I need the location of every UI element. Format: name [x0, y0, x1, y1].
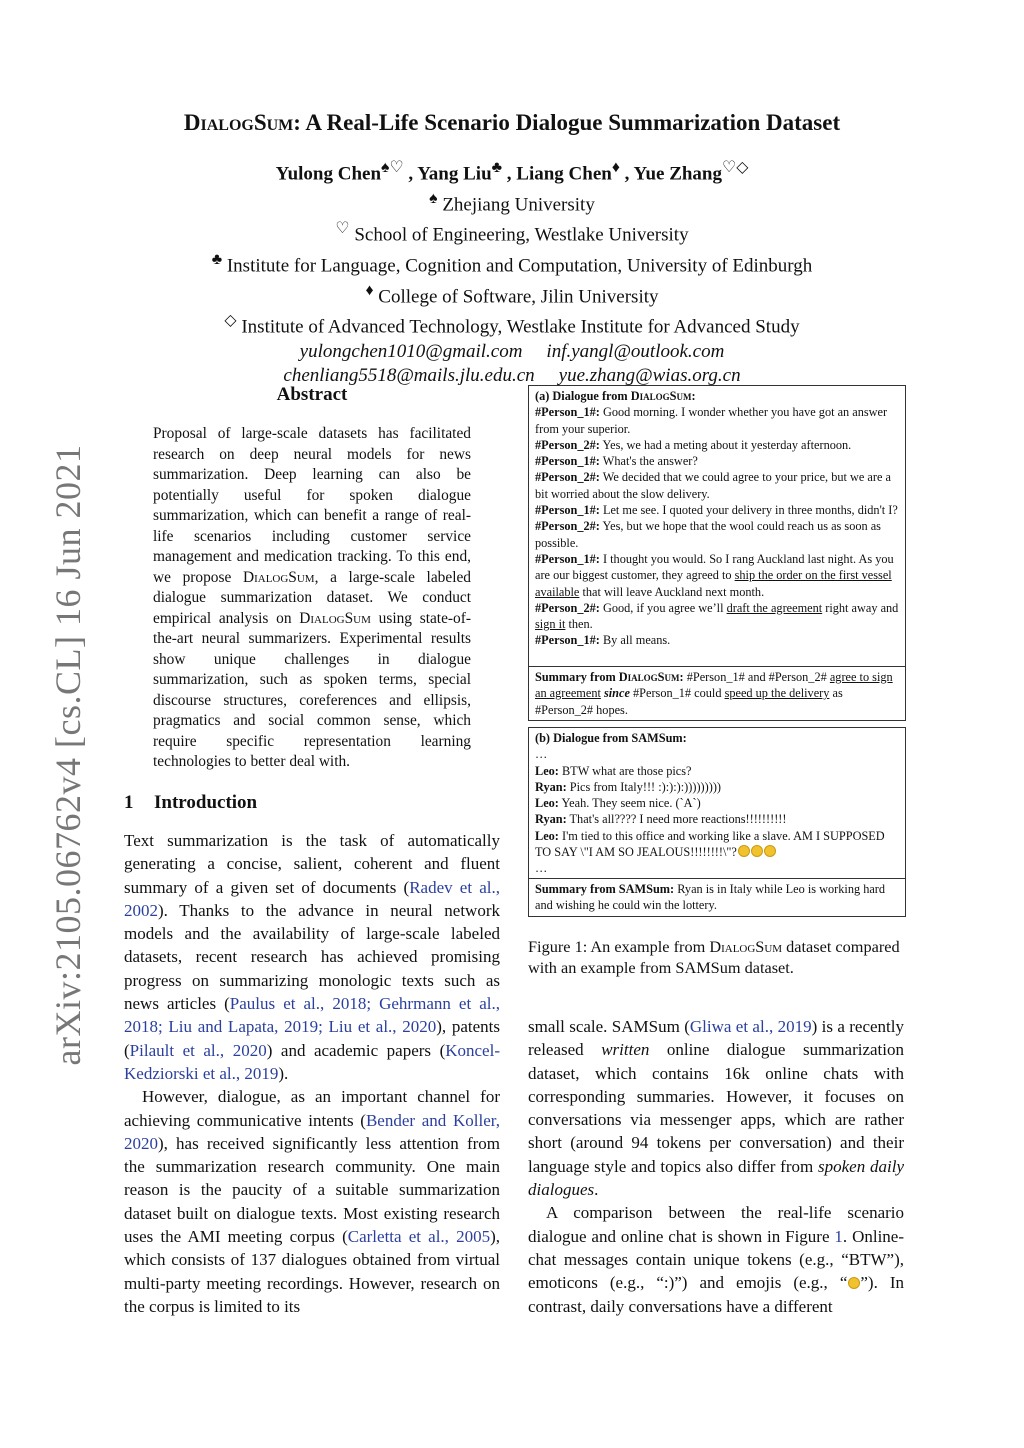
- abstract-body: [153, 424, 471, 773]
- section-heading-introduction: [124, 792, 257, 814]
- emphasized-text: spoken daily dialogues: [528, 1156, 905, 1200]
- message-text: Pics from Italy!!! :):):):))))))))): [566, 779, 722, 794]
- utterance: By all means.: [599, 633, 671, 648]
- arxiv-identifier: [8, 444, 128, 1066]
- underlined-phrase: agree to sign an agreement: [535, 670, 893, 701]
- summary-text: as #Person_2# hopes.: [535, 686, 843, 717]
- paragraph: [528, 1201, 904, 1317]
- affiliation: [0, 217, 1024, 248]
- section-title: Introduction: [154, 792, 258, 813]
- underlined-phrase: speed up the delivery: [724, 686, 830, 701]
- summary-dataset-name: DialogSum: [618, 670, 680, 684]
- affiliation-mark: ♣: [211, 250, 223, 268]
- speaker-label: Leo:: [535, 763, 559, 778]
- affiliation: [0, 248, 1024, 279]
- affiliation: [0, 279, 1024, 310]
- author-yang-marks: ♣: [491, 159, 503, 176]
- affiliation-mark: ◇: [224, 312, 237, 330]
- utterance: Let me see. I quoted your delivery in three months, didn't I?: [599, 503, 898, 518]
- grimace-emoji-icon: [751, 845, 763, 857]
- speaker-label: Leo:: [535, 828, 559, 843]
- dialogue-turn: [535, 518, 899, 551]
- text-run: ), which consists of 137 dialogues obtained from virtual multi-party meeting recordings. However, research on the corpus is limited to its: [124, 1227, 501, 1316]
- citation-link[interactable]: Radev et al., 2002: [124, 877, 501, 920]
- figure-1a-heading: [535, 388, 899, 404]
- caption-text: dataset compared with an example from SAMSum dataset.: [528, 937, 900, 977]
- author-liang: Liang Chen: [516, 163, 612, 185]
- speaker-label: #Person_2#:: [535, 437, 600, 452]
- dialogue-turn: [535, 453, 899, 469]
- ellipsis: …: [535, 747, 548, 762]
- affiliation-text: College of Software, Jilin University: [378, 285, 659, 307]
- utterance: What's the answer?: [599, 454, 698, 469]
- email-yulong[interactable]: yulongchen1010@gmail.com: [299, 340, 523, 362]
- abstract-text: Proposal of large-scale datasets has facilitated research on deep neural models for news summarization. Deep learning can also be potentially useful for spoken dialogue summarization, which can benefit a range of real-life scenarios including customer service management and medication tracking. To this end, we propose: [153, 425, 471, 586]
- message-text: That's all???? I need more reactions!!!!!!!!!!: [566, 812, 787, 827]
- text-run: ). Thanks to the advance in neural network models and the availability of large-scale labeled datasets, recent research has achieved promising progress on summarizing monologic texts such as news articles (: [124, 900, 500, 1014]
- citation-link[interactable]: Pilault et al., 2020: [129, 1040, 267, 1060]
- text-run: online dialogue summarization dataset, which contains 16k online chats with corresponding summaries. However, it focuses on conversations via messenger apps, which are rather short (around 94 tokens per conversation) and their language style and topics also differ from: [528, 1040, 904, 1176]
- utterance: Good morning. I wonder whether you have got an answer from your superior.: [535, 405, 888, 436]
- ellipsis: …: [535, 861, 548, 876]
- email-row: [0, 340, 1024, 364]
- paragraph: [528, 1015, 904, 1201]
- speaker-label: #Person_1#:: [535, 503, 600, 518]
- dialogue-turn: [535, 632, 899, 648]
- text-run: Text summarization is the task of automatically generating a concise, salient, coherent and fluent summary of a given set of documents (: [124, 831, 500, 897]
- paragraph: [124, 829, 500, 1085]
- intro-left-column: [124, 829, 500, 1318]
- text-run: ).: [278, 1063, 289, 1083]
- underlined-phrase: sign it: [535, 617, 566, 632]
- chat-message: [535, 779, 899, 795]
- heading-text: :: [691, 389, 696, 403]
- heading-text: (a) Dialogue from: [535, 389, 631, 403]
- summary-text: Ryan is in Italy while Leo is working hard and wishing he could win the lottery.: [535, 882, 886, 913]
- underlined-phrase: ship the order on the first vessel available: [535, 568, 892, 599]
- text-run: ) is a recently released: [528, 1017, 904, 1060]
- speaker-label: Ryan:: [535, 812, 567, 827]
- speaker-label: #Person_1#:: [535, 405, 600, 420]
- summary-label: Summary from: [535, 670, 619, 684]
- author-sep: ,: [502, 163, 517, 185]
- author-yue-marks: ♡◇: [722, 159, 749, 176]
- dialogue-turn: [535, 437, 899, 453]
- chat-message: [535, 828, 899, 861]
- speaker-label: Leo:: [535, 796, 559, 811]
- affiliation-mark: ♠: [429, 189, 438, 207]
- chat-message: [535, 763, 899, 779]
- text-run: ), patents (: [124, 1017, 500, 1060]
- citation-link[interactable]: Bender and Koller, 2020: [124, 1110, 500, 1153]
- author-names: [0, 156, 1024, 187]
- email-yang[interactable]: inf.yangl@outlook.com: [546, 340, 725, 362]
- summary-text: #Person_1# could: [629, 686, 725, 701]
- grimace-emoji-icon: [848, 1277, 860, 1289]
- email-liang[interactable]: chenliang5518@mails.jlu.edu.cn: [283, 365, 535, 387]
- utterance: Yes, but we hope that the wool could reach us as soon as possible.: [535, 519, 881, 550]
- title-dataset-name: DialogSum: [183, 110, 294, 135]
- text-run: ”). In contrast, daily conversations have a different: [528, 1273, 904, 1316]
- chat-message: [535, 811, 899, 827]
- text-run: . Online-chat messages contain unique tokens (e.g., “BTW”), emoticons (e.g., “:)”) and emojis (e.g., “: [528, 1226, 904, 1293]
- summary-text: #Person_1# and #Person_2#: [683, 670, 830, 684]
- emphasized-text: written: [601, 1040, 650, 1060]
- affiliation-mark: ♡: [335, 220, 350, 238]
- underlined-phrase: draft the agreement: [726, 600, 823, 615]
- emphasized-word: since: [603, 686, 630, 701]
- author-yulong: Yulong Chen: [275, 163, 382, 185]
- caption-text: Figure 1: An example from: [528, 937, 710, 956]
- author-yang: Yang Liu: [417, 163, 492, 185]
- summary-label: Summary from SAMSum:: [535, 882, 675, 896]
- message-text: I'm tied to this office and working like a slave. AM I SUPPOSED TO SAY \"I AM SO JEALOUS!!!!!!!!\"?: [535, 828, 885, 860]
- abstract-dataset-name: DialogSum: [299, 609, 371, 627]
- heading-dataset-name: DialogSum: [630, 389, 692, 403]
- utterance: then.: [565, 617, 593, 632]
- intro-right-column: [528, 1015, 904, 1318]
- affiliation-text: Institute of Advanced Technology, Westlake Institute for Advanced Study: [241, 316, 800, 338]
- dialogue-turn: [535, 600, 899, 633]
- paper-title: [0, 110, 1024, 136]
- text-run: small scale. SAMSum (: [528, 1017, 690, 1036]
- chat-message: [535, 795, 899, 811]
- text-run: However, dialogue, as an important channel for achieving communicative intents (: [124, 1087, 500, 1130]
- affiliation-text: Zhejiang University: [442, 193, 595, 215]
- utterance: I thought you would. So I rang Auckland last night. As you are our biggest customer, they agreed to: [535, 551, 894, 583]
- dialogue-turn: [535, 551, 899, 600]
- abstract-text: , a large-scale labeled dialogue summarization dataset. We conduct empirical analysis on: [153, 568, 471, 627]
- speaker-label: #Person_2#:: [535, 470, 600, 485]
- section-number: 1: [124, 792, 134, 813]
- speaker-label: #Person_1#:: [535, 633, 600, 648]
- utterance: Yes, we had a meting about it yesterday afternoon.: [599, 437, 852, 452]
- citation-link[interactable]: Koncel-Kedziorski et al., 2019: [124, 1040, 500, 1083]
- text-run: .: [594, 1180, 599, 1200]
- abstract-dataset-name: DialogSum: [242, 568, 315, 586]
- figure-1a-dialogsum-example: [528, 385, 906, 721]
- author-yulong-marks: ♠♡: [381, 159, 404, 176]
- citation-link[interactable]: Paulus et al., 2018; Gehrmann et al., 2018; Liu and Lapata, 2019; Liu et al., 2020: [124, 994, 501, 1037]
- utterance: that will leave Auckland next month.: [579, 584, 765, 599]
- figure-1b-samsum-example: [528, 727, 906, 917]
- affiliation-text: Institute for Language, Cognition and Computation, University of Edinburgh: [226, 255, 813, 277]
- summary-label: :: [679, 670, 684, 684]
- affiliation: [0, 187, 1024, 218]
- email-yue[interactable]: yue.zhang@wias.org.cn: [558, 365, 741, 387]
- text-run: ) and academic papers (: [266, 1040, 446, 1060]
- affiliation-text: School of Engineering, Westlake University: [354, 224, 689, 246]
- author-block: [0, 156, 1024, 388]
- abstract-heading: Abstract: [276, 384, 348, 405]
- affiliation-mark: ♦: [365, 281, 374, 299]
- text-run: ), has received significantly less attention from the summarization research community. One main reason is the paucity of a suitable summarization dataset built on dialogue texts. Most existing research uses the AMI meeting corpus (: [124, 1133, 500, 1247]
- author-sep: ,: [619, 163, 634, 185]
- figure-reference-link[interactable]: 1: [834, 1226, 843, 1246]
- speaker-label: #Person_2#:: [535, 600, 600, 615]
- paragraph: [124, 1085, 500, 1318]
- abstract-text: using state-of-the-art neural summarizers. Experimental results show unique challenges in dialogue summarization, such as spoken terms, special discourse structures, coreferences and ellipsis, pragmatics and social common sense, which require specific representation learning technologies to better deal with.: [153, 609, 471, 770]
- grimace-emoji-icon: [764, 845, 776, 857]
- message-text: Yeah. They seem nice. (`A`): [558, 796, 701, 811]
- dialogue-turn: [535, 404, 899, 437]
- text-run: A comparison between the real-life scenario dialogue and online chat is shown in Figure: [528, 1203, 904, 1246]
- speaker-label: #Person_2#:: [535, 519, 600, 534]
- affiliation: [0, 309, 1024, 340]
- dialogue-turn: [535, 469, 899, 502]
- figure-1b-heading: (b) Dialogue from SAMSum:: [535, 731, 687, 745]
- author-sep: ,: [403, 163, 418, 185]
- caption-dataset-name: DialogSum: [709, 937, 783, 956]
- utterance: right away and: [822, 600, 899, 615]
- citation-link[interactable]: Gliwa et al., 2019: [689, 1017, 812, 1036]
- figure-1a-summary: [529, 666, 905, 720]
- arxiv-id-text: arXiv:2105.06762v4 [cs.CL] 16 Jun 2021: [48, 444, 88, 1066]
- message-text: BTW what are those pics?: [558, 763, 692, 778]
- author-yue: Yue Zhang: [633, 163, 723, 185]
- figure-1b-summary: [529, 878, 905, 916]
- speaker-label: #Person_1#:: [535, 551, 600, 566]
- author-liang-marks: ♦: [611, 159, 620, 176]
- dialogue-turn: [535, 502, 899, 518]
- grimace-emoji-icon: [738, 845, 750, 857]
- utterance: We decided that we could agree to your price, but we are a bit worried about the slow delivery.: [535, 470, 891, 501]
- utterance: Good, if you agree we’ll: [599, 600, 727, 615]
- title-rest: : A Real-Life Scenario Dialogue Summarization Dataset: [293, 110, 841, 135]
- citation-link[interactable]: Carletta et al., 2005: [347, 1227, 491, 1247]
- speaker-label: #Person_1#:: [535, 454, 600, 469]
- figure-1-caption: [528, 936, 904, 978]
- speaker-label: Ryan:: [535, 779, 567, 794]
